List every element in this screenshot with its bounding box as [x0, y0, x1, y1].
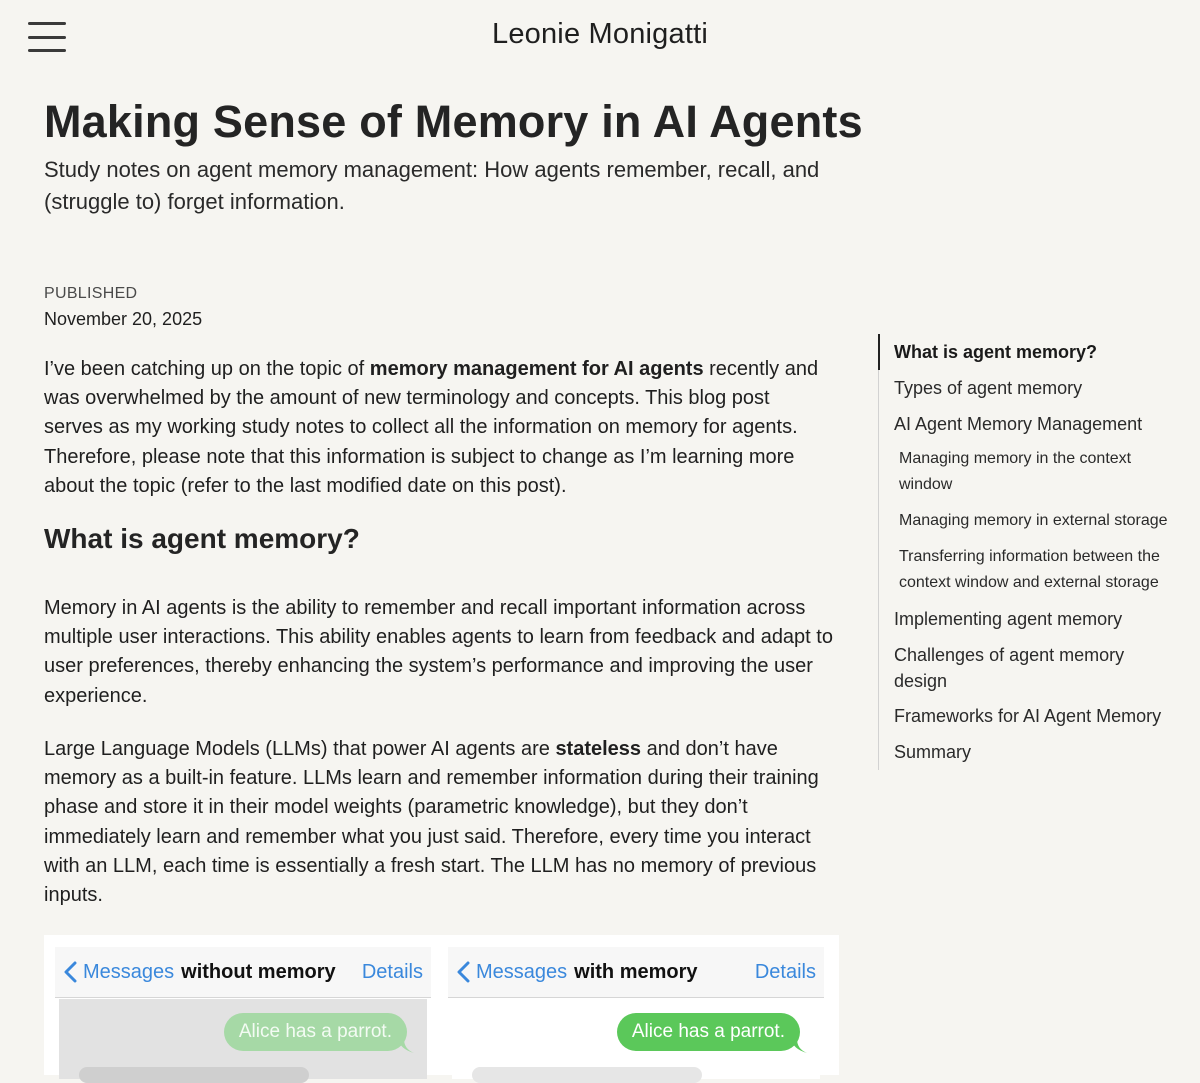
toc-link-what-is-agent-memory[interactable]: What is agent memory?: [894, 342, 1098, 362]
toc-link-implementing-agent-memory[interactable]: Implementing agent memory: [894, 609, 1123, 629]
chat-area: [59, 999, 427, 1079]
toc-link-managing-context-window[interactable]: Managing memory in the context window: [899, 450, 1132, 493]
message-bubble: Alice has a parrot.: [617, 1013, 800, 1051]
bubble-tail: [791, 1039, 807, 1053]
toc-link-types-of-agent-memory[interactable]: Types of agent memory: [894, 378, 1083, 398]
chat-mode-title: without memory: [181, 960, 336, 983]
chevron-left-icon: [456, 961, 470, 983]
toc-active-indicator: [878, 334, 880, 370]
section-heading-agent-memory: What is agent memory?: [44, 523, 360, 554]
article-subtitle: Study notes on agent memory management: How agents remember, recall, and (struggle to) forget information.: [44, 157, 820, 214]
toc-link-transferring-information[interactable]: Transferring information between the context window and external storage: [899, 548, 1160, 591]
details-label: Details: [361, 960, 423, 983]
toc-link-managing-external-storage[interactable]: Managing memory in external storage: [899, 512, 1168, 529]
article-title: Making Sense of Memory in AI Agents: [44, 96, 863, 147]
intro-paragraph: I’ve been catching up on the topic of memory management for AI agents recently and was overwhelmed by the amount of new terminology and concepts. This blog post serves as my working study notes to collect all the information on memory for agents. Therefore, please note that this information is subject to change as I’m learning more about the topic (refer to the last modified date on this post).: [44, 358, 819, 497]
memory-comparison-figure: [44, 935, 839, 1075]
toc-link-ai-agent-memory-management[interactable]: AI Agent Memory Management: [894, 414, 1143, 434]
site-title[interactable]: Leonie Monigatti: [491, 18, 708, 50]
reply-bubble-stub: [472, 1067, 702, 1083]
published-date: November 20, 2025: [44, 309, 203, 329]
toc-link-challenges[interactable]: Challenges of agent memory design: [894, 645, 1125, 691]
stateless-bold: stateless: [555, 738, 642, 760]
published-label: PUBLISHED: [44, 285, 138, 302]
chat-with-memory: [448, 947, 824, 1077]
bubble-tail: [398, 1039, 414, 1053]
table-of-contents: [878, 334, 1179, 770]
chat-without-memory: [55, 947, 431, 1077]
toc-link-frameworks[interactable]: Frameworks for AI Agent Memory: [894, 706, 1162, 726]
back-label: Messages: [83, 960, 175, 983]
message-bubble: Alice has a parrot.: [224, 1013, 407, 1051]
toc-link-summary[interactable]: Summary: [894, 742, 972, 762]
chat-mode-title: with memory: [574, 960, 698, 983]
chat-topbar: [448, 947, 824, 998]
chat-area: [452, 999, 820, 1079]
back-label: Messages: [476, 960, 568, 983]
intro-bold: memory management for AI agents: [369, 358, 704, 380]
stateless-paragraph: Large Language Models (LLMs) that power AI agents are stateless and don’t have memory as a built-in feature. LLMs learn and remember information during their training phase and store it in their model weights (parametric knowledge), but they don’t immediately learn and remember what you just said. Therefore, every time you interact with an LLM, each time is essentially a fresh start. The LLM has no memory of previous inputs.: [44, 738, 819, 907]
details-label: Details: [754, 960, 816, 983]
definition-paragraph: Memory in AI agents is the ability to remember and recall important information across multiple user interactions. This ability enables agents to learn from feedback and adapt to user preferences, thereby enhancing the system’s performance and improving the user experience.: [44, 597, 833, 707]
chat-topbar: [55, 947, 431, 998]
reply-bubble-stub: [79, 1067, 309, 1083]
chevron-left-icon: [63, 961, 77, 983]
